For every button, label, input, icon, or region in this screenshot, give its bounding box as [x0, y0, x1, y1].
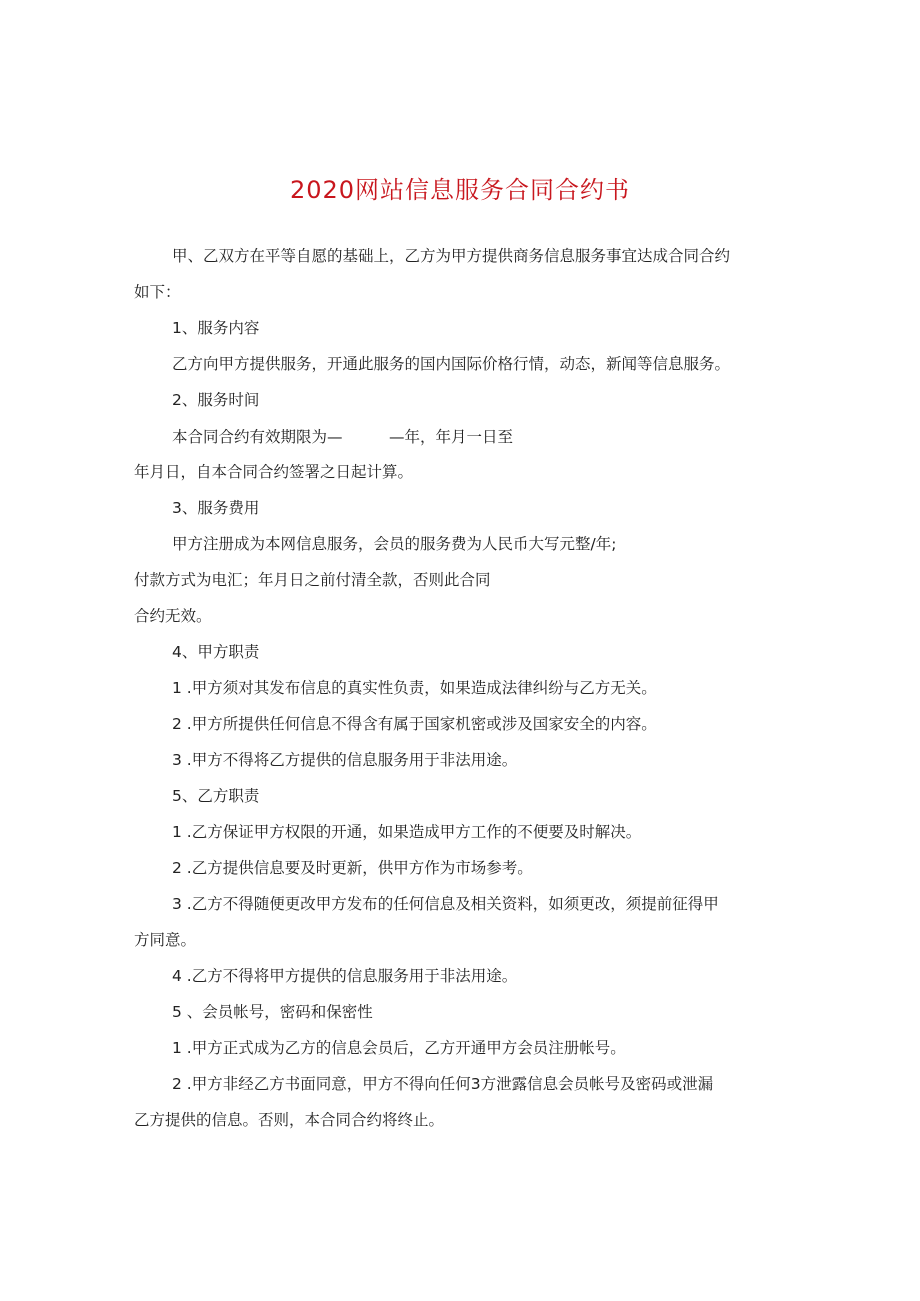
paragraph-line: 合约无效。: [134, 607, 212, 625]
document-title: 2020网站信息服务合同合约书: [289, 176, 631, 204]
list-item: 2 .甲方非经乙方书面同意，甲方不得向任何3方泄露信息会员帐号及密码或泄漏: [172, 1075, 714, 1093]
section-heading: 4、甲方职责: [172, 643, 260, 661]
section-heading: 5、乙方职责: [172, 787, 260, 805]
section-heading: 1、服务内容: [172, 319, 260, 337]
list-item: 1 .乙方保证甲方权限的开通，如果造成甲方工作的不便要及时解决。: [172, 823, 642, 841]
list-item: 1 .甲方正式成为乙方的信息会员后，乙方开通甲方会员注册帐号。: [172, 1039, 626, 1057]
paragraph-line: 甲方注册成为本网信息服务，会员的服务费为人民币大写元整/年;: [172, 535, 617, 553]
list-item: 2 .乙方提供信息要及时更新，供甲方作为市场参考。: [172, 859, 533, 877]
list-item: 4 .乙方不得将甲方提供的信息服务用于非法用途。: [172, 967, 518, 985]
section-heading: 2、服务时间: [172, 391, 260, 409]
paragraph-line: 付款方式为电汇；年月日之前付清全款，否则此合同: [134, 571, 491, 589]
list-item: 3 .甲方不得将乙方提供的信息服务用于非法用途。: [172, 751, 518, 769]
intro-line: 甲、乙双方在平等自愿的基础上，乙方为甲方提供商务信息服务事宜达成合同合约: [172, 247, 731, 265]
section-heading: 3、服务费用: [172, 499, 260, 517]
list-item-continuation: 乙方提供的信息。否则，本合同合约将终止。: [134, 1111, 445, 1129]
intro-line: 如下：: [134, 283, 181, 301]
list-item: 1 .甲方须对其发布信息的真实性负责，如果造成法律纠纷与乙方无关。: [172, 679, 657, 697]
list-item-continuation: 方同意。: [134, 931, 197, 949]
paragraph-line: 乙方向甲方提供服务，开通此服务的国内国际价格行情，动态，新闻等信息服务。: [172, 355, 731, 373]
list-item: 3 .乙方不得随便更改甲方发布的任何信息及相关资料，如须更改，须提前征得甲: [172, 895, 719, 913]
paragraph-line: 本合同合约有效期限为— —年，年月一日至: [172, 428, 514, 446]
section-heading: 5 、会员帐号，密码和保密性: [172, 1003, 373, 1021]
paragraph-line: 年月日，自本合同合约签署之日起计算。: [134, 463, 414, 481]
list-item: 2 .甲方所提供任何信息不得含有属于国家机密或涉及国家安全的内容。: [172, 715, 657, 733]
